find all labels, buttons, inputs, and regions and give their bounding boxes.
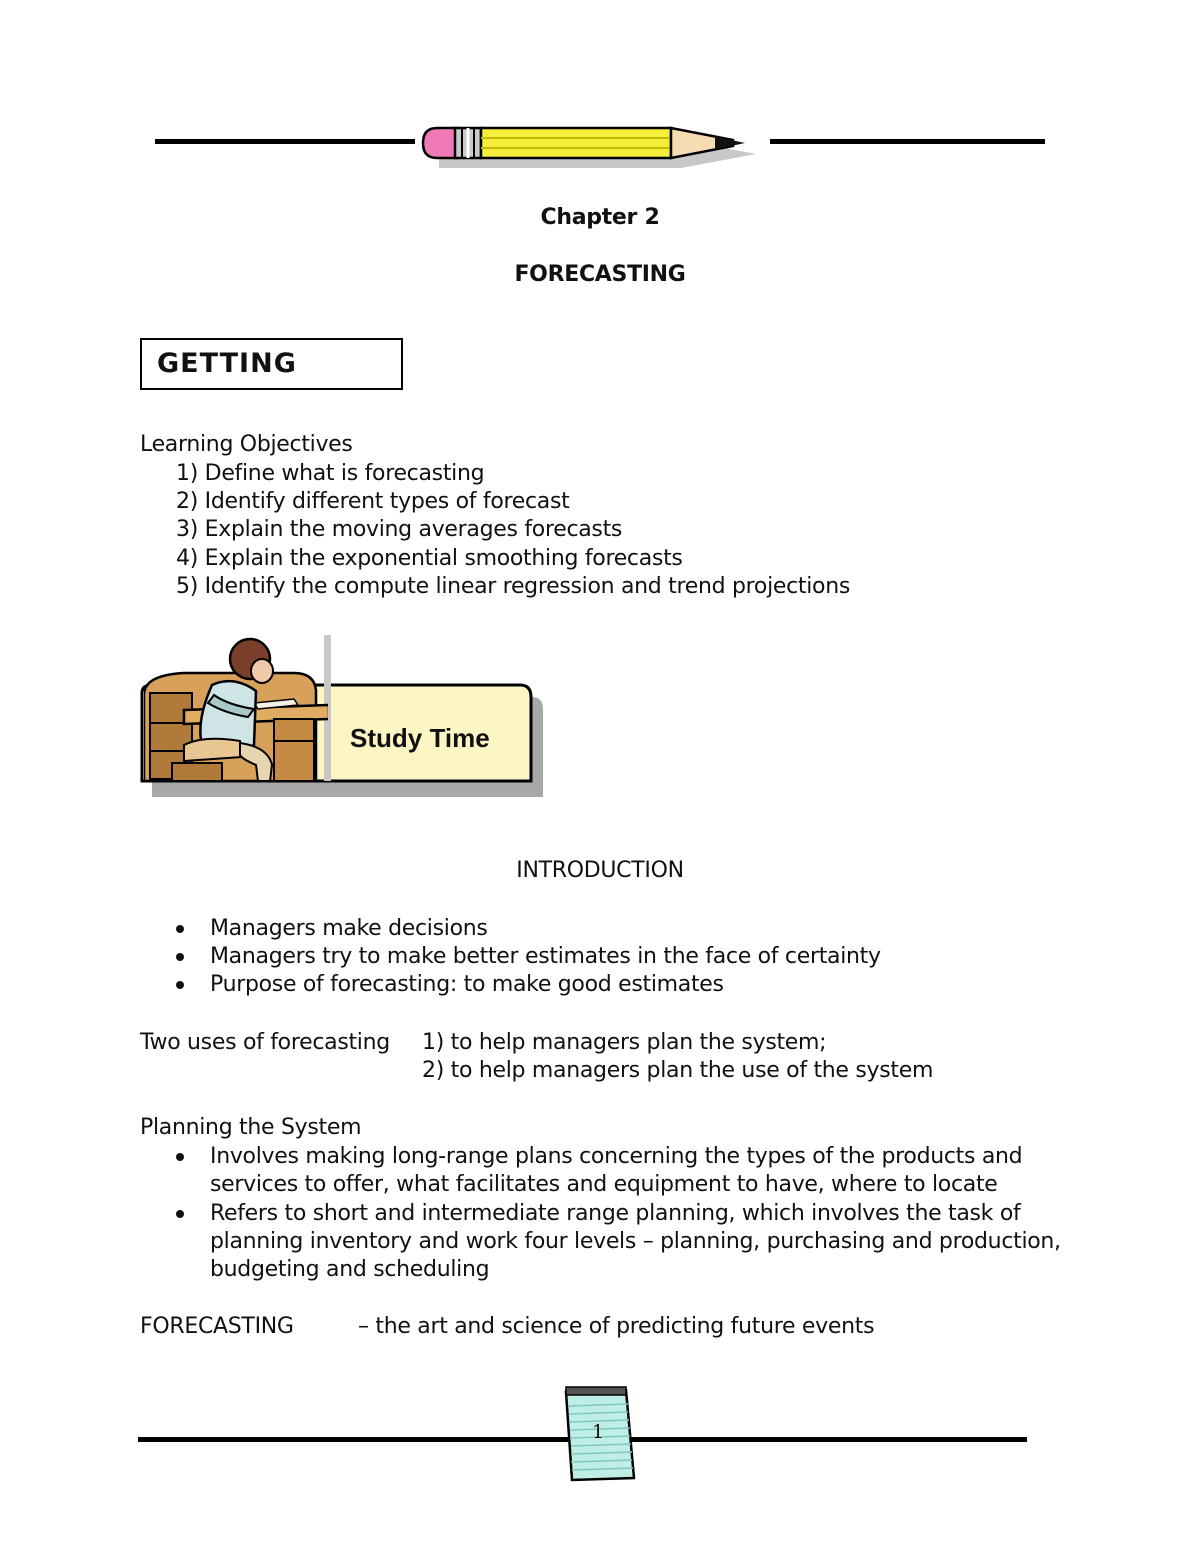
getting-box <box>140 338 403 390</box>
pencil-icon <box>415 118 775 168</box>
objective-item: 2) Identify different types of forecast <box>176 489 570 514</box>
definition-text: – the art and science of predicting future events <box>358 1314 875 1339</box>
objectives-heading: Learning Objectives <box>140 432 353 457</box>
two-uses-item: 1) to help managers plan the system; <box>422 1030 827 1055</box>
page-number: 1 <box>591 1421 605 1443</box>
study-time-label: Study Time <box>350 723 490 753</box>
planning-bullet-line: planning inventory and work four levels – planning, purchasing and production, <box>210 1229 1061 1254</box>
planning-bullet-line: Refers to short and intermediate range planning, which involves the task of <box>210 1201 1021 1226</box>
two-uses-item: 2) to help managers plan the use of the system <box>422 1058 934 1083</box>
bullet-icon <box>176 953 184 961</box>
objective-item: 1) Define what is forecasting <box>176 461 485 486</box>
planning-bullet-line: services to offer, what facilitates and equipment to have, where to locate <box>210 1172 998 1197</box>
study-time-banner <box>140 635 550 805</box>
top-divider-left <box>155 139 415 144</box>
chapter-label: Chapter 2 <box>540 205 660 230</box>
two-uses-label: Two uses of forecasting <box>140 1030 390 1055</box>
objective-item: 5) Identify the compute linear regression and trend projections <box>176 574 851 599</box>
definition-term: FORECASTING <box>140 1314 294 1339</box>
planning-bullet-line: Involves making long-range plans concerning the types of the products and <box>210 1144 1023 1169</box>
student-at-desk-icon <box>144 635 328 781</box>
getting-box-label: GETTING <box>157 348 297 379</box>
top-divider-right <box>770 139 1045 144</box>
intro-bullet: Managers make decisions <box>210 916 488 941</box>
footer-divider-left <box>138 1437 568 1442</box>
objective-item: 3) Explain the moving averages forecasts <box>176 517 623 542</box>
objective-item: 4) Explain the exponential smoothing forecasts <box>176 546 683 571</box>
chapter-title: FORECASTING <box>514 262 686 287</box>
planning-bullet-line: budgeting and scheduling <box>210 1257 490 1282</box>
intro-bullet: Purpose of forecasting: to make good estimates <box>210 972 724 997</box>
bullet-icon <box>176 981 184 989</box>
planning-heading: Planning the System <box>140 1115 362 1140</box>
footer-divider-right <box>630 1437 1027 1442</box>
intro-bullet: Managers try to make better estimates in the face of certainty <box>210 944 881 969</box>
bullet-icon <box>176 925 184 933</box>
bullet-icon <box>176 1210 184 1218</box>
bullet-icon <box>176 1153 184 1161</box>
introduction-heading: INTRODUCTION <box>516 858 684 883</box>
